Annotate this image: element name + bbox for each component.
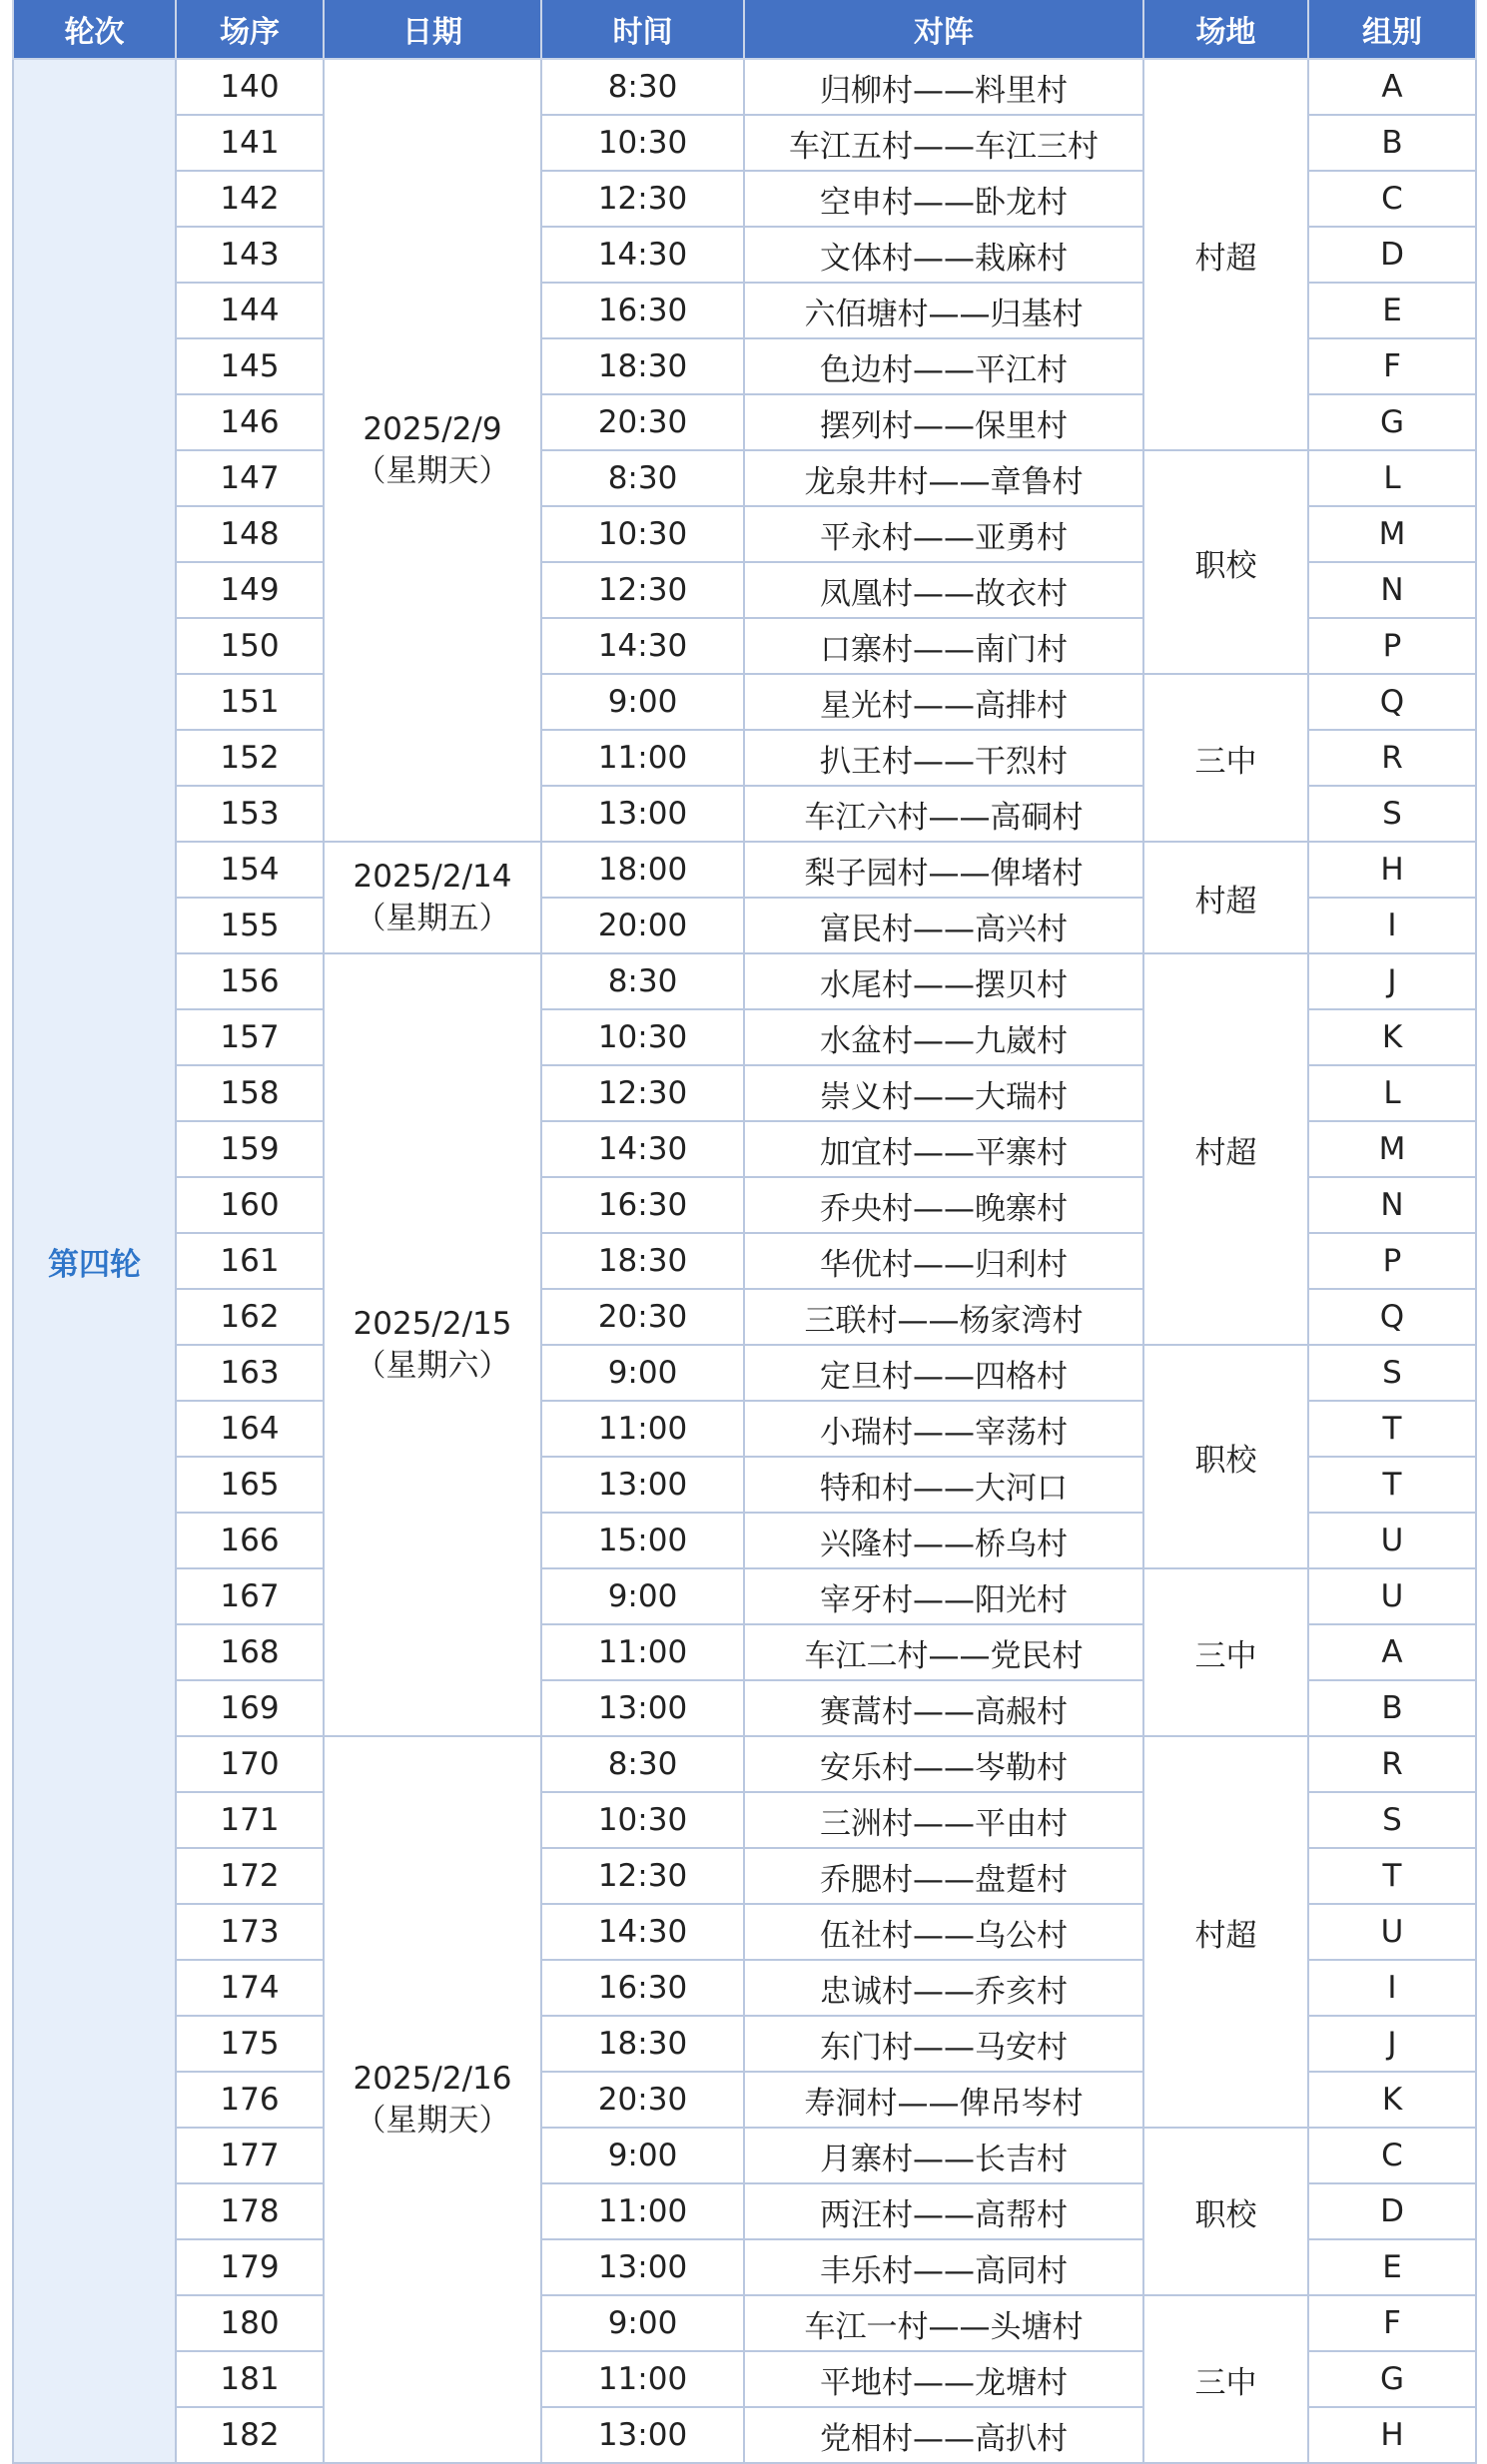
group-cell: H bbox=[1308, 842, 1476, 898]
header-round: 轮次 bbox=[13, 0, 176, 59]
group-cell: A bbox=[1308, 59, 1476, 115]
group-cell: T bbox=[1308, 1401, 1476, 1457]
match-time: 10:30 bbox=[541, 506, 744, 562]
matchup: 党相村——高扒村 bbox=[744, 2407, 1143, 2463]
group-cell: P bbox=[1308, 618, 1476, 674]
matchup: 车江六村——高硐村 bbox=[744, 786, 1143, 842]
venue-cell: 职校 bbox=[1143, 450, 1308, 674]
match-time: 11:00 bbox=[541, 1401, 744, 1457]
venue-cell: 职校 bbox=[1143, 2128, 1308, 2295]
game-number: 182 bbox=[176, 2407, 324, 2463]
match-time: 20:30 bbox=[541, 2072, 744, 2128]
group-cell: N bbox=[1308, 562, 1476, 618]
group-cell: B bbox=[1308, 1680, 1476, 1736]
game-number: 144 bbox=[176, 283, 324, 338]
match-time: 14:30 bbox=[541, 1121, 744, 1177]
matchup: 乔央村——晚寨村 bbox=[744, 1177, 1143, 1233]
matchup: 寿洞村——俾吊岑村 bbox=[744, 2072, 1143, 2128]
matchup: 宰牙村——阳光村 bbox=[744, 1568, 1143, 1624]
group-cell: N bbox=[1308, 1177, 1476, 1233]
match-time: 20:30 bbox=[541, 1289, 744, 1345]
header-group: 组别 bbox=[1308, 0, 1476, 59]
date-value: 2025/2/15 bbox=[353, 1306, 512, 1342]
matchup: 空申村——卧龙村 bbox=[744, 171, 1143, 227]
game-number: 161 bbox=[176, 1233, 324, 1289]
match-time: 18:30 bbox=[541, 1233, 744, 1289]
venue-cell: 三中 bbox=[1143, 674, 1308, 842]
table-row bbox=[13, 1345, 1476, 1401]
match-time: 9:00 bbox=[541, 1345, 744, 1401]
group-cell: M bbox=[1308, 506, 1476, 562]
group-cell: R bbox=[1308, 1736, 1476, 1792]
game-number: 177 bbox=[176, 2128, 324, 2183]
group-cell: U bbox=[1308, 1904, 1476, 1960]
matchup: 水尾村——摆贝村 bbox=[744, 953, 1143, 1009]
game-number: 142 bbox=[176, 171, 324, 227]
venue-cell: 村超 bbox=[1143, 842, 1308, 953]
match-time: 20:00 bbox=[541, 898, 744, 953]
match-time: 11:00 bbox=[541, 730, 744, 786]
table-row bbox=[13, 842, 1476, 898]
schedule-table bbox=[12, 0, 1477, 2464]
group-cell: U bbox=[1308, 1513, 1476, 1568]
matchup: 水盆村——九崴村 bbox=[744, 1009, 1143, 1065]
game-number: 156 bbox=[176, 953, 324, 1009]
matchup: 伍社村——乌公村 bbox=[744, 1904, 1143, 1960]
game-number: 151 bbox=[176, 674, 324, 730]
group-cell: C bbox=[1308, 171, 1476, 227]
matchup: 星光村——高排村 bbox=[744, 674, 1143, 730]
matchup: 六佰塘村——归基村 bbox=[744, 283, 1143, 338]
group-cell: S bbox=[1308, 1345, 1476, 1401]
match-time: 9:00 bbox=[541, 2128, 744, 2183]
game-number: 162 bbox=[176, 1289, 324, 1345]
matchup: 丰乐村——高同村 bbox=[744, 2239, 1143, 2295]
group-cell: J bbox=[1308, 2016, 1476, 2072]
match-time: 8:30 bbox=[541, 953, 744, 1009]
game-number: 143 bbox=[176, 227, 324, 283]
game-number: 178 bbox=[176, 2183, 324, 2239]
matchup: 华优村——归利村 bbox=[744, 1233, 1143, 1289]
group-cell: D bbox=[1308, 227, 1476, 283]
game-number: 145 bbox=[176, 338, 324, 394]
date-weekday: （星期六） bbox=[355, 1348, 510, 1384]
group-cell: T bbox=[1308, 1457, 1476, 1513]
matchup: 三联村——杨家湾村 bbox=[744, 1289, 1143, 1345]
matchup: 梨子园村——俾堵村 bbox=[744, 842, 1143, 898]
table-row bbox=[13, 59, 1476, 115]
game-number: 146 bbox=[176, 394, 324, 450]
group-cell: B bbox=[1308, 115, 1476, 171]
match-time: 15:00 bbox=[541, 1513, 744, 1568]
matchup: 色边村——平江村 bbox=[744, 338, 1143, 394]
match-time: 14:30 bbox=[541, 227, 744, 283]
group-cell: I bbox=[1308, 898, 1476, 953]
date-cell bbox=[324, 1736, 541, 2463]
game-number: 148 bbox=[176, 506, 324, 562]
round-label: 第四轮 bbox=[13, 59, 176, 2463]
group-cell: E bbox=[1308, 283, 1476, 338]
table-row bbox=[13, 450, 1476, 506]
date-weekday: （星期五） bbox=[355, 901, 510, 936]
group-cell: Q bbox=[1308, 674, 1476, 730]
header-game-no: 场序 bbox=[176, 0, 324, 59]
group-cell: S bbox=[1308, 786, 1476, 842]
match-time: 9:00 bbox=[541, 1568, 744, 1624]
header-matchup: 对阵 bbox=[744, 0, 1143, 59]
match-time: 11:00 bbox=[541, 2351, 744, 2407]
matchup: 平地村——龙塘村 bbox=[744, 2351, 1143, 2407]
match-time: 18:00 bbox=[541, 842, 744, 898]
match-time: 12:30 bbox=[541, 1065, 744, 1121]
match-time: 10:30 bbox=[541, 1792, 744, 1848]
date-cell bbox=[324, 953, 541, 1736]
game-number: 172 bbox=[176, 1848, 324, 1904]
group-cell: T bbox=[1308, 1848, 1476, 1904]
schedule-body bbox=[13, 59, 1476, 2463]
game-number: 158 bbox=[176, 1065, 324, 1121]
game-number: 159 bbox=[176, 1121, 324, 1177]
group-cell: D bbox=[1308, 2183, 1476, 2239]
game-number: 175 bbox=[176, 2016, 324, 2072]
group-cell: R bbox=[1308, 730, 1476, 786]
group-cell: Q bbox=[1308, 1289, 1476, 1345]
date-weekday: （星期天） bbox=[355, 2103, 510, 2139]
match-time: 12:30 bbox=[541, 171, 744, 227]
match-time: 8:30 bbox=[541, 1736, 744, 1792]
matchup: 车江二村——党民村 bbox=[744, 1624, 1143, 1680]
matchup: 文体村——栽麻村 bbox=[744, 227, 1143, 283]
venue-cell: 三中 bbox=[1143, 1568, 1308, 1736]
group-cell: G bbox=[1308, 2351, 1476, 2407]
matchup: 车江一村——头塘村 bbox=[744, 2295, 1143, 2351]
game-number: 150 bbox=[176, 618, 324, 674]
match-time: 20:30 bbox=[541, 394, 744, 450]
venue-cell: 村超 bbox=[1143, 59, 1308, 450]
matchup: 摆列村——保里村 bbox=[744, 394, 1143, 450]
match-time: 10:30 bbox=[541, 1009, 744, 1065]
table-row bbox=[13, 1736, 1476, 1792]
venue-cell: 职校 bbox=[1143, 1345, 1308, 1568]
game-number: 173 bbox=[176, 1904, 324, 1960]
match-time: 13:00 bbox=[541, 786, 744, 842]
match-time: 14:30 bbox=[541, 618, 744, 674]
table-row bbox=[13, 2128, 1476, 2183]
matchup: 龙泉井村——章鲁村 bbox=[744, 450, 1143, 506]
matchup: 兴隆村——桥乌村 bbox=[744, 1513, 1143, 1568]
game-number: 149 bbox=[176, 562, 324, 618]
group-cell: G bbox=[1308, 394, 1476, 450]
game-number: 154 bbox=[176, 842, 324, 898]
game-number: 147 bbox=[176, 450, 324, 506]
matchup: 东门村——马安村 bbox=[744, 2016, 1143, 2072]
matchup: 归柳村——料里村 bbox=[744, 59, 1143, 115]
game-number: 163 bbox=[176, 1345, 324, 1401]
venue-cell: 三中 bbox=[1143, 2295, 1308, 2463]
table-row bbox=[13, 674, 1476, 730]
venue-cell: 村超 bbox=[1143, 953, 1308, 1345]
game-number: 167 bbox=[176, 1568, 324, 1624]
matchup: 安乐村——岑勒村 bbox=[744, 1736, 1143, 1792]
match-time: 9:00 bbox=[541, 674, 744, 730]
matchup: 赛蒿村——高赧村 bbox=[744, 1680, 1143, 1736]
game-number: 160 bbox=[176, 1177, 324, 1233]
match-time: 11:00 bbox=[541, 2183, 744, 2239]
group-cell: A bbox=[1308, 1624, 1476, 1680]
date-cell bbox=[324, 842, 541, 953]
match-time: 16:30 bbox=[541, 1960, 744, 2016]
header-row bbox=[13, 0, 1476, 59]
group-cell: I bbox=[1308, 1960, 1476, 2016]
schedule-sheet bbox=[12, 0, 1475, 2464]
match-time: 16:30 bbox=[541, 283, 744, 338]
group-cell: F bbox=[1308, 2295, 1476, 2351]
header-date: 日期 bbox=[324, 0, 541, 59]
game-number: 181 bbox=[176, 2351, 324, 2407]
group-cell: H bbox=[1308, 2407, 1476, 2463]
group-cell: K bbox=[1308, 1009, 1476, 1065]
match-time: 12:30 bbox=[541, 1848, 744, 1904]
group-cell: J bbox=[1308, 953, 1476, 1009]
game-number: 169 bbox=[176, 1680, 324, 1736]
match-time: 16:30 bbox=[541, 1177, 744, 1233]
game-number: 141 bbox=[176, 115, 324, 171]
game-number: 157 bbox=[176, 1009, 324, 1065]
matchup: 崇义村——大瑞村 bbox=[744, 1065, 1143, 1121]
matchup: 两汪村——高帮村 bbox=[744, 2183, 1143, 2239]
matchup: 定旦村——四格村 bbox=[744, 1345, 1143, 1401]
matchup: 月寨村——长吉村 bbox=[744, 2128, 1143, 2183]
match-time: 11:00 bbox=[541, 1624, 744, 1680]
game-number: 165 bbox=[176, 1457, 324, 1513]
group-cell: F bbox=[1308, 338, 1476, 394]
matchup: 小瑞村——宰荡村 bbox=[744, 1401, 1143, 1457]
match-time: 13:00 bbox=[541, 1457, 744, 1513]
game-number: 152 bbox=[176, 730, 324, 786]
game-number: 174 bbox=[176, 1960, 324, 2016]
date-value: 2025/2/16 bbox=[353, 2061, 512, 2097]
matchup: 乔腮村——盘踅村 bbox=[744, 1848, 1143, 1904]
header-time: 时间 bbox=[541, 0, 744, 59]
game-number: 166 bbox=[176, 1513, 324, 1568]
matchup: 加宜村——平寨村 bbox=[744, 1121, 1143, 1177]
game-number: 140 bbox=[176, 59, 324, 115]
table-row bbox=[13, 1568, 1476, 1624]
date-value: 2025/2/9 bbox=[363, 411, 502, 447]
group-cell: U bbox=[1308, 1568, 1476, 1624]
group-cell: S bbox=[1308, 1792, 1476, 1848]
game-number: 164 bbox=[176, 1401, 324, 1457]
match-time: 18:30 bbox=[541, 2016, 744, 2072]
matchup: 特和村——大河口 bbox=[744, 1457, 1143, 1513]
group-cell: L bbox=[1308, 450, 1476, 506]
group-cell: P bbox=[1308, 1233, 1476, 1289]
game-number: 170 bbox=[176, 1736, 324, 1792]
game-number: 180 bbox=[176, 2295, 324, 2351]
game-number: 176 bbox=[176, 2072, 324, 2128]
date-cell bbox=[324, 59, 541, 842]
matchup: 扒王村——干烈村 bbox=[744, 730, 1143, 786]
match-time: 8:30 bbox=[541, 450, 744, 506]
matchup: 平永村——亚勇村 bbox=[744, 506, 1143, 562]
match-time: 10:30 bbox=[541, 115, 744, 171]
table-row bbox=[13, 953, 1476, 1009]
table-row bbox=[13, 2295, 1476, 2351]
game-number: 168 bbox=[176, 1624, 324, 1680]
game-number: 153 bbox=[176, 786, 324, 842]
matchup: 三洲村——平由村 bbox=[744, 1792, 1143, 1848]
game-number: 171 bbox=[176, 1792, 324, 1848]
header-venue: 场地 bbox=[1143, 0, 1308, 59]
match-time: 13:00 bbox=[541, 2407, 744, 2463]
matchup: 车江五村——车江三村 bbox=[744, 115, 1143, 171]
date-value: 2025/2/14 bbox=[353, 859, 512, 895]
match-time: 13:00 bbox=[541, 1680, 744, 1736]
group-cell: L bbox=[1308, 1065, 1476, 1121]
match-time: 14:30 bbox=[541, 1904, 744, 1960]
matchup: 富民村——高兴村 bbox=[744, 898, 1143, 953]
match-time: 9:00 bbox=[541, 2295, 744, 2351]
group-cell: K bbox=[1308, 2072, 1476, 2128]
matchup: 凤凰村——故衣村 bbox=[744, 562, 1143, 618]
match-time: 8:30 bbox=[541, 59, 744, 115]
game-number: 179 bbox=[176, 2239, 324, 2295]
group-cell: C bbox=[1308, 2128, 1476, 2183]
match-time: 18:30 bbox=[541, 338, 744, 394]
match-time: 13:00 bbox=[541, 2239, 744, 2295]
matchup: 忠诚村——乔亥村 bbox=[744, 1960, 1143, 2016]
group-cell: M bbox=[1308, 1121, 1476, 1177]
match-time: 12:30 bbox=[541, 562, 744, 618]
date-weekday: （星期天） bbox=[355, 453, 510, 489]
venue-cell: 村超 bbox=[1143, 1736, 1308, 2128]
game-number: 155 bbox=[176, 898, 324, 953]
matchup: 口寨村——南门村 bbox=[744, 618, 1143, 674]
group-cell: E bbox=[1308, 2239, 1476, 2295]
